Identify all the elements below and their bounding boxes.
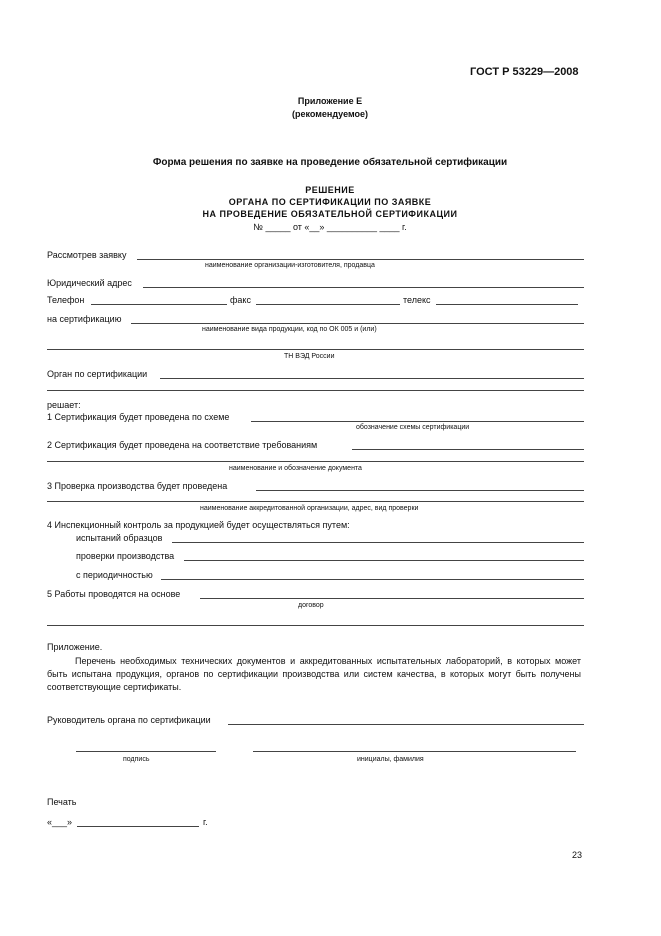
reviewed-field[interactable] <box>137 259 584 260</box>
organ-field[interactable] <box>160 378 584 379</box>
name-field[interactable] <box>253 751 576 752</box>
certification-field-cont[interactable] <box>47 349 584 350</box>
item1-field[interactable] <box>251 421 584 422</box>
attachment-title: Приложение. <box>47 642 103 652</box>
telex-label: телекс <box>403 295 431 305</box>
address-field[interactable] <box>143 287 584 288</box>
item4b-label: проверки производства <box>76 551 175 561</box>
phone-label: Телефон <box>47 295 85 305</box>
date-field[interactable] <box>77 826 199 827</box>
item4b-field[interactable] <box>184 560 584 561</box>
telex-field[interactable] <box>436 304 578 305</box>
item5-caption: договор <box>298 602 324 609</box>
item1-label: 1 Сертификация будет проведена по схеме <box>47 412 230 422</box>
item1-caption: обозначение схемы сертификации <box>356 424 470 431</box>
signature-caption: подпись <box>123 756 150 763</box>
head-field[interactable] <box>228 724 584 725</box>
date-day: «___» <box>47 817 73 827</box>
stamp-label: Печать <box>47 797 77 807</box>
decision-subject-line: НА ПРОВЕДЕНИЕ ОБЯЗАТЕЛЬНОЙ СЕРТИФИКАЦИИ <box>202 209 458 219</box>
item5-field-cont[interactable] <box>47 625 584 626</box>
phone-field[interactable] <box>91 304 227 305</box>
standard-number: ГОСТ Р 53229—2008 <box>470 66 579 78</box>
item3-field-cont[interactable] <box>47 501 584 502</box>
item2-field-cont[interactable] <box>47 461 584 462</box>
decision-heading: РЕШЕНИЕ <box>305 185 355 195</box>
signature-field[interactable] <box>76 751 216 752</box>
item5-field[interactable] <box>200 598 584 599</box>
address-label: Юридический адрес <box>47 278 132 288</box>
head-label: Руководитель органа по сертификации <box>47 715 211 725</box>
name-caption: инициалы, фамилия <box>357 756 424 763</box>
organ-field-cont[interactable] <box>47 390 584 391</box>
tnved-caption: ТН ВЭД России <box>284 353 335 360</box>
fax-label: факс <box>230 295 251 305</box>
item3-field[interactable] <box>256 490 584 491</box>
reviewed-label: Рассмотрев заявку <box>47 250 127 260</box>
item2-label: 2 Сертификация будет проведена на соответствие требованиям <box>47 440 318 450</box>
item5-label: 5 Работы проводятся на основе <box>47 589 181 599</box>
form-title: Форма решения по заявке на проведение обязательной сертификации <box>152 157 508 168</box>
organ-label: Орган по сертификации <box>47 369 148 379</box>
appendix-title: Приложение Е <box>297 96 363 106</box>
date-suffix: г. <box>203 817 208 827</box>
item4c-field[interactable] <box>161 579 584 580</box>
certification-label: на сертификацию <box>47 314 122 324</box>
item3-label: 3 Проверка производства будет проведена <box>47 481 228 491</box>
fax-field[interactable] <box>256 304 400 305</box>
certification-field[interactable] <box>131 323 584 324</box>
attachment-text: Перечень необходимых технических документов и аккредитованных испытательных лабораторий, в которых может быть испытана продукция, органов по сертификации производства или систем качества, в которых могут быть получены соответствующие сертификаты. <box>47 656 581 692</box>
item4a-label: испытаний образцов <box>76 533 163 543</box>
appendix-subtitle: (рекомендуемое) <box>292 109 368 119</box>
page-number: 23 <box>572 850 583 860</box>
item2-field[interactable] <box>352 449 584 450</box>
decision-organ-line: ОРГАНА ПО СЕРТИФИКАЦИИ ПО ЗАЯВКЕ <box>228 197 432 207</box>
reviewed-caption: наименование организации-изготовителя, продавца <box>205 262 375 269</box>
item2-caption: наименование и обозначение документа <box>229 465 362 472</box>
certification-caption: наименование вида продукции, код по ОК 005 и (или) <box>202 326 377 333</box>
item4-label: 4 Инспекционный контроль за продукцией будет осуществляться путем: <box>47 520 350 530</box>
decides-label: решает: <box>47 400 81 410</box>
item4c-label: с периодичностью <box>76 570 153 580</box>
item4a-field[interactable] <box>172 542 584 543</box>
decision-number-line: № _____ от «__» __________ ____ г. <box>253 222 407 232</box>
item3-caption: наименование аккредитованной организации, адрес, вид проверки <box>200 505 419 512</box>
